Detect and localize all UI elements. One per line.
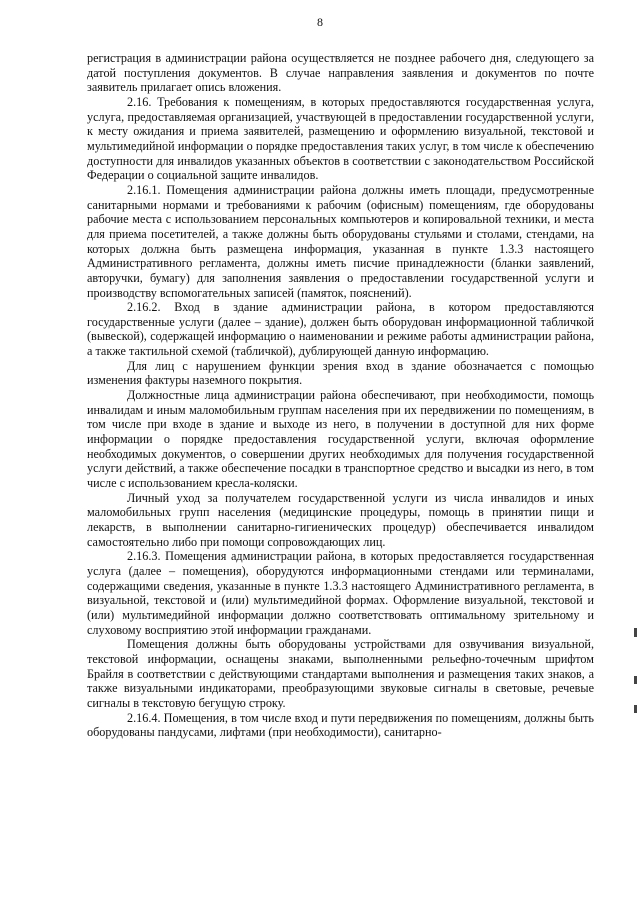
- document-body: [87, 51, 594, 740]
- page-number: 8: [317, 15, 323, 29]
- paragraph: регистрация в администрации района осуществляется не позднее рабочего дня, следующего за датой поступления документов. В случае направления заявления и документов по почте заявитель прилагает опись вложения.: [87, 51, 594, 95]
- paragraph: 2.16.2. Вход в здание администрации района, в котором предоставляются государственные услуги (далее – здание), должен быть оборудован информационной табличкой (вывеской), содержащей информацию о наименовании и режиме работы администрации района, а также тактильной схемой (табличкой), дублирующей данную информацию.: [87, 300, 594, 359]
- paragraph: Личный уход за получателем государственной услуги из числа инвалидов и иных маломобильных групп населения (медицинские процедуры, помощь в принятии пищи и лекарств, в выполнении санитарно-гигиенических процедур) обеспечивается инвалидом самостоятельно либо при помощи сопровождающих лиц.: [87, 490, 594, 549]
- paragraph: Помещения должны быть оборудованы устройствами для озвучивания визуальной, текстовой информации, оснащены знаками, выполненными рельефно-точечным шрифтом Брайля в соответствии с действующими стандартами выполнения и размещения таких знаков, а также визуальными индикаторами, преобразующими звуковые сигналы в световые, речевые сигналы в текстовую бегущую строку.: [87, 637, 594, 710]
- paragraph: Должностные лица администрации района обеспечивают, при необходимости, помощь инвалидам и иным маломобильным группам населения при их передвижении по помещениям, в том числе при входе в здание и выходе из него, в получении в доступной для них форме информации о порядке предоставления государственной услуги, включая оформление необходимых документов, о совершении других необходимых для получения государственной услуги действий, а также обеспечение посадки в транспортное средство и высадки из него, в том числе с использованием кресла-коляски.: [87, 388, 594, 491]
- scan-artifact-mark: [634, 628, 637, 637]
- paragraph: Для лиц с нарушением функции зрения вход в здание обозначается с помощью изменения фактуры наземного покрытия.: [87, 358, 594, 388]
- paragraph: 2.16.3. Помещения администрации района, в которых предоставляется государственная услуга (далее – помещения), оборудуются информационными стендами или терминалами, содержащими сведения, указанные в пункте 1.3.3 настоящего Административного регламента, в визуальной, текстовой и (или) мультимедийной формах. Оформление визуальной, текстовой и (или) мультимедийной информации должно соответствовать оптимальному зрительному и слуховому восприятию этой информации гражданами.: [87, 549, 594, 637]
- paragraph: 2.16. Требования к помещениям, в которых предоставляются государственная услуга, услуга, предоставляемая организацией, участвующей в предоставлении государственной услуги, к месту ожидания и приема заявителей, размещению и оформлению визуальной, текстовой и мультимедийной информации о порядке предоставления таких услуг, в том числе к обеспечению доступности для инвалидов указанных объектов в соответствии с законодательством Российской Федерации о социальной защите инвалидов.: [87, 94, 594, 183]
- scan-artifact-mark: [634, 676, 637, 684]
- paragraph: 2.16.4. Помещения, в том числе вход и пути передвижения по помещениям, должны быть оборудованы пандусами, лифтами (при необходимости), санитарно-: [87, 710, 594, 740]
- scan-artifact-mark: [634, 705, 637, 713]
- paragraph: 2.16.1. Помещения администрации района должны иметь площади, предусмотренные санитарными нормами и требованиями к рабочим (офисным) помещениям, где оборудованы рабочие места с использованием персональных компьютеров и копировальной техники, и места для приема посетителей, а также должны быть оборудованы стульями и столами, стендами, на которых должна быть размещена информация, указанная в пункте 1.3.3 настоящего Административного регламента, должны иметь писчие принадлежности (бланки заявлений, авторучки, бумагу) для заполнения заявления о предоставлении государственной услуги и производству вспомогательных записей (памяток, пояснений).: [87, 182, 594, 300]
